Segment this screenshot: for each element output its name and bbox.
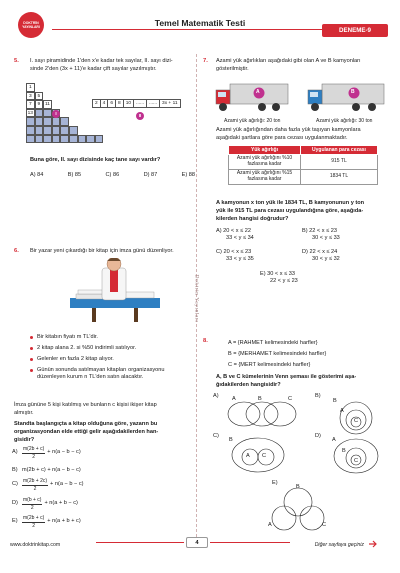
q7-text-2: gösterilmiştir. <box>216 66 249 72</box>
number-sequence <box>92 99 181 108</box>
venn-set-label: C <box>262 453 267 459</box>
option-label: C) <box>216 249 222 255</box>
sequence-cell: 6 <box>108 100 116 108</box>
table-header: Uygulanan para cezası <box>301 146 378 155</box>
fraction: $\frac{m(2b + c)}{2}$ <box>23 515 45 529</box>
q8-set-b: B = {MERHAMET kelimesindeki harfler} <box>228 351 327 357</box>
option-tail: + n(a + b − c) <box>44 500 78 507</box>
q6-info-1: İmza gününe 5 kişi katılmış ve bunların c kişisi ikişer kitap <box>14 402 157 408</box>
q5-options <box>30 172 195 179</box>
footer-website[interactable]: www.doktrinkitap.com <box>10 542 61 548</box>
q5-option-d[interactable]: D) 87 <box>143 172 158 178</box>
q5-option-a[interactable]: A) 84 <box>30 172 44 178</box>
q7-info-1: Azami yük ağırlığından daha fazla yük taşıyan kamyonlara <box>216 127 361 133</box>
option-label: B) <box>12 467 18 473</box>
pyramid-cell-shaded <box>95 135 104 144</box>
venn-option-d-label[interactable]: D) <box>315 433 321 439</box>
q5-number: 5. <box>14 58 19 64</box>
option-line: 33 < y ≤ 34 <box>226 235 254 242</box>
pyramid-cell-shaded <box>78 135 87 144</box>
pyramid-cell: 3 <box>26 92 35 101</box>
q5-question: Buna göre, II. sayı dizisinde kaç tane sayı vardır? <box>30 157 161 163</box>
q8-set-a: A = {RAHMET kelimesindeki harfler} <box>228 340 318 346</box>
option-line: 22 < x ≤ 23 <box>309 228 337 234</box>
q6-question-1: Standta başlangıçta a kitap olduğuna göre, yazarın bu <box>14 421 158 427</box>
option-line: 22 < x ≤ 24 <box>309 249 338 255</box>
table-cell: 1834 TL <box>301 170 378 185</box>
next-page-text: Diğer sayfaya geçiniz <box>314 542 364 548</box>
venn-set-label: A <box>232 396 236 402</box>
q8-question-2: ğıdakilerden hangisidir? <box>216 382 281 388</box>
q6-info-2: almıştır. <box>14 410 34 416</box>
option-label: E) <box>260 271 266 277</box>
table-cell: Azami yük ağırlığını %10 fazlasına kadar <box>229 155 301 170</box>
q7-option-c[interactable] <box>216 249 254 264</box>
venn-set-label: A <box>340 408 344 414</box>
sequence-cell: 3x + 11 <box>162 101 178 106</box>
venn-set-label: B <box>296 484 300 490</box>
option-label: D) <box>302 249 308 255</box>
option-line: 22 < y ≤ 23 <box>270 278 298 285</box>
q6-option-a[interactable] <box>12 446 81 460</box>
sequence-cell: 8 <box>116 100 124 108</box>
pyramid-cell-shaded <box>43 126 52 135</box>
publisher-logo <box>18 12 44 38</box>
sequence-cell: 4 <box>101 100 109 108</box>
pyramid-cell-shaded <box>60 117 69 126</box>
pyramid-cell-shaded <box>43 135 52 144</box>
q6-option-d[interactable] <box>12 497 78 511</box>
venn-set-label: B <box>333 398 337 404</box>
option-line: 33 < y ≤ 35 <box>226 256 254 263</box>
q5-option-b[interactable]: B) 85 <box>67 172 82 178</box>
q5-option-c[interactable]: C) 86 <box>105 172 120 178</box>
pyramid-cell: 7 <box>26 100 35 109</box>
option-line: 30 < y ≤ 33 <box>312 235 340 242</box>
q6-number: 6. <box>14 248 19 254</box>
q6-option-b[interactable] <box>12 467 81 474</box>
q7-question-3: kilerden hangisi doğrudur? <box>216 216 289 222</box>
pyramid-cell-shaded <box>35 135 44 144</box>
sequence-label-marker: II <box>136 112 144 120</box>
q6-question-3: gisidir? <box>14 437 35 443</box>
side-brand <box>189 240 203 360</box>
logo-text: DOKTRİN YAYINLARI <box>22 21 40 29</box>
q7-option-b[interactable] <box>302 228 340 243</box>
venn-set-label: B <box>229 437 233 443</box>
pyramid-cell-shaded <box>35 117 44 126</box>
footer-rule <box>210 542 290 543</box>
sequence-cell: ...... <box>147 100 160 108</box>
pyramid-cell-shaded <box>52 126 61 135</box>
venn-set-label: C <box>354 458 359 464</box>
q7-info-2: aşağıdaki şartlara göre para cezası uygulanmaktadır. <box>216 135 348 141</box>
venn-option-b-label[interactable]: B) <box>315 393 321 399</box>
pyramid-cell-shaded <box>60 126 69 135</box>
q8-set-c: C = {MERT kelimesindeki harfler} <box>228 362 311 368</box>
option-label: B) <box>302 228 308 234</box>
option-tail: + n(a + b + c) <box>47 518 81 525</box>
pyramid-cell-shaded <box>43 109 52 118</box>
option-label: E) <box>12 518 18 525</box>
q5-text-2: sinde 2'den (3x + 11)'e kadar çift sayılar yazılmıştır. <box>30 66 157 72</box>
q6-bullet: 2 kitap alana 2. si %50 indirimli satılıyor. <box>30 345 190 352</box>
q6-question-2: organizasyondan elde ettiği gelir aşağıdakilerden han- <box>14 429 159 435</box>
q7-option-d[interactable] <box>302 249 340 264</box>
pyramid-cell-shaded <box>69 135 78 144</box>
table-row <box>229 155 378 170</box>
footer-rule <box>96 542 184 543</box>
q6-option-c[interactable] <box>12 478 83 492</box>
fine-table <box>228 145 378 185</box>
pyramid-cell: 5 <box>35 92 44 101</box>
truck-b-label: B <box>351 89 355 95</box>
venn-set-label: A <box>246 453 250 459</box>
pyramid-cell: 9 <box>35 100 44 109</box>
fraction: $\frac{m(b + c)}{2}$ <box>23 497 42 511</box>
venn-option-e-label[interactable]: E) <box>272 480 278 486</box>
q8-question-1: A, B ve C kümelerinin Venn şeması ile gösterimi aşa- <box>216 374 357 380</box>
pyramid-cell: 13 <box>27 110 33 116</box>
q5-text-1: I. sayı piramidinde 1'den x'e kadar tek sayılar, II. sayı dizi- <box>30 58 173 64</box>
pyramid-cell-shaded <box>86 135 95 144</box>
q8-number: 8. <box>203 338 208 344</box>
pyramid-cell-shaded <box>26 126 35 135</box>
option-line: 20 < x ≤ 23 <box>223 249 252 255</box>
q5-option-e[interactable]: E) 88 <box>181 172 195 178</box>
venn-option-c[interactable] <box>228 435 290 475</box>
venn-set-label: B <box>258 396 262 402</box>
sequence-cell: 2 <box>93 100 101 108</box>
venn-set-label: C <box>322 522 327 528</box>
q6-text: Bir yazar yeni çıkardığı bir kitap için imza günü düzenliyor. <box>30 248 174 254</box>
q6-option-e[interactable] <box>12 515 81 529</box>
pyramid-cell-shaded <box>52 117 61 126</box>
trucks-illustration <box>214 80 390 116</box>
pyramid-cell-shaded <box>35 126 44 135</box>
header-rule <box>52 29 322 30</box>
table-cell: 915 TL <box>301 155 378 170</box>
venn-set-label: A <box>332 437 336 443</box>
truck-a-label: A <box>256 89 260 95</box>
table-cell: Azami yük ağırlığını %15 fazlasına kadar <box>229 170 301 185</box>
author-illustration <box>70 258 160 322</box>
option-tail: m(2b + c) + n(a − b − c) <box>22 467 81 473</box>
arrow-right-icon <box>368 539 378 549</box>
fraction: $\frac{m(2b + 2c)}{2}$ <box>23 478 48 492</box>
venn-set-label: B <box>342 448 346 454</box>
pyramid-cell-shaded <box>52 135 61 144</box>
q7-text-1: Azami yük ağırlıkları aşağıdaki gibi olan A ve B kamyonları <box>216 58 361 64</box>
pyramid-label-marker: I <box>52 110 60 118</box>
pyramid-cell-shaded <box>60 135 69 144</box>
truck-b-icon <box>308 84 384 111</box>
pyramid-cell-shaded <box>26 135 35 144</box>
q6-bullet: Günün sonunda satılmayan kitapları organizasyonu düzenleyen kurum n TL'den satın alacaktır. <box>30 367 190 382</box>
page-header <box>0 0 400 52</box>
test-badge: DENEME-9 <box>322 24 388 37</box>
venn-option-d[interactable] <box>330 436 382 476</box>
pyramid-cell: 1 <box>26 83 35 92</box>
q6-bullet-list <box>30 334 190 385</box>
page-number: 4 <box>186 537 208 548</box>
side-brand-text: Doktrin Yayınları <box>193 274 200 323</box>
truck-a-icon <box>216 84 288 111</box>
q6-bullet: Gelenler en fazla 2 kitap alıyor. <box>30 356 190 363</box>
option-label: A) <box>12 449 18 456</box>
fraction: $\frac{m(2b + c)}{2}$ <box>23 446 45 460</box>
q6-bullet: Bir kitabın fiyatı m TL'dir. <box>30 334 190 341</box>
q7-question-1: A kamyonun x ton yük ile 1834 TL, B kamyonunun y ton <box>216 200 365 206</box>
q7-option-a[interactable] <box>216 228 254 243</box>
option-line: 30 < x ≤ 33 <box>267 271 295 277</box>
venn-set-label: C <box>354 418 359 424</box>
sequence-cell: 10 <box>124 100 134 108</box>
table-row <box>229 170 378 185</box>
truck-a-caption: Azami yük ağırlığı: 20 ton <box>224 118 281 124</box>
table-header-row <box>229 146 378 155</box>
venn-option-b[interactable] <box>332 398 380 436</box>
option-line: 20 < x ≤ 22 <box>223 228 251 234</box>
option-label: C) <box>12 481 18 488</box>
venn-set-label: C <box>288 396 293 402</box>
venn-option-c-label[interactable]: C) <box>213 433 219 439</box>
pyramid-cell-shaded <box>35 109 44 118</box>
sequence-cell: ...... <box>134 100 147 108</box>
option-tail: + n(a − b − c) <box>50 481 84 488</box>
table-header: Yük ağırlığı <box>229 146 301 155</box>
q7-option-e[interactable] <box>260 271 298 286</box>
page-title: Temel Matematik Testi <box>154 18 246 28</box>
q7-number: 7. <box>203 58 208 64</box>
pyramid-cell-shaded <box>69 126 78 135</box>
q7-question-2: yük ile 915 TL para cezası uygulandığına göre, aşağıda- <box>216 208 364 214</box>
truck-b-caption: Azami yük ağırlığı: 30 ton <box>316 118 373 124</box>
pyramid-cell: 11 <box>44 102 50 108</box>
pyramid-cell-shaded <box>43 117 52 126</box>
option-line: 30 < y ≤ 32 <box>312 256 340 263</box>
option-label: A) <box>216 228 222 234</box>
venn-option-a-label[interactable]: A) <box>213 393 219 399</box>
venn-set-label: A <box>268 522 272 528</box>
pyramid-cell-shaded <box>26 117 35 126</box>
option-tail: + n(a − b − c) <box>47 449 81 456</box>
option-label: D) <box>12 500 18 507</box>
